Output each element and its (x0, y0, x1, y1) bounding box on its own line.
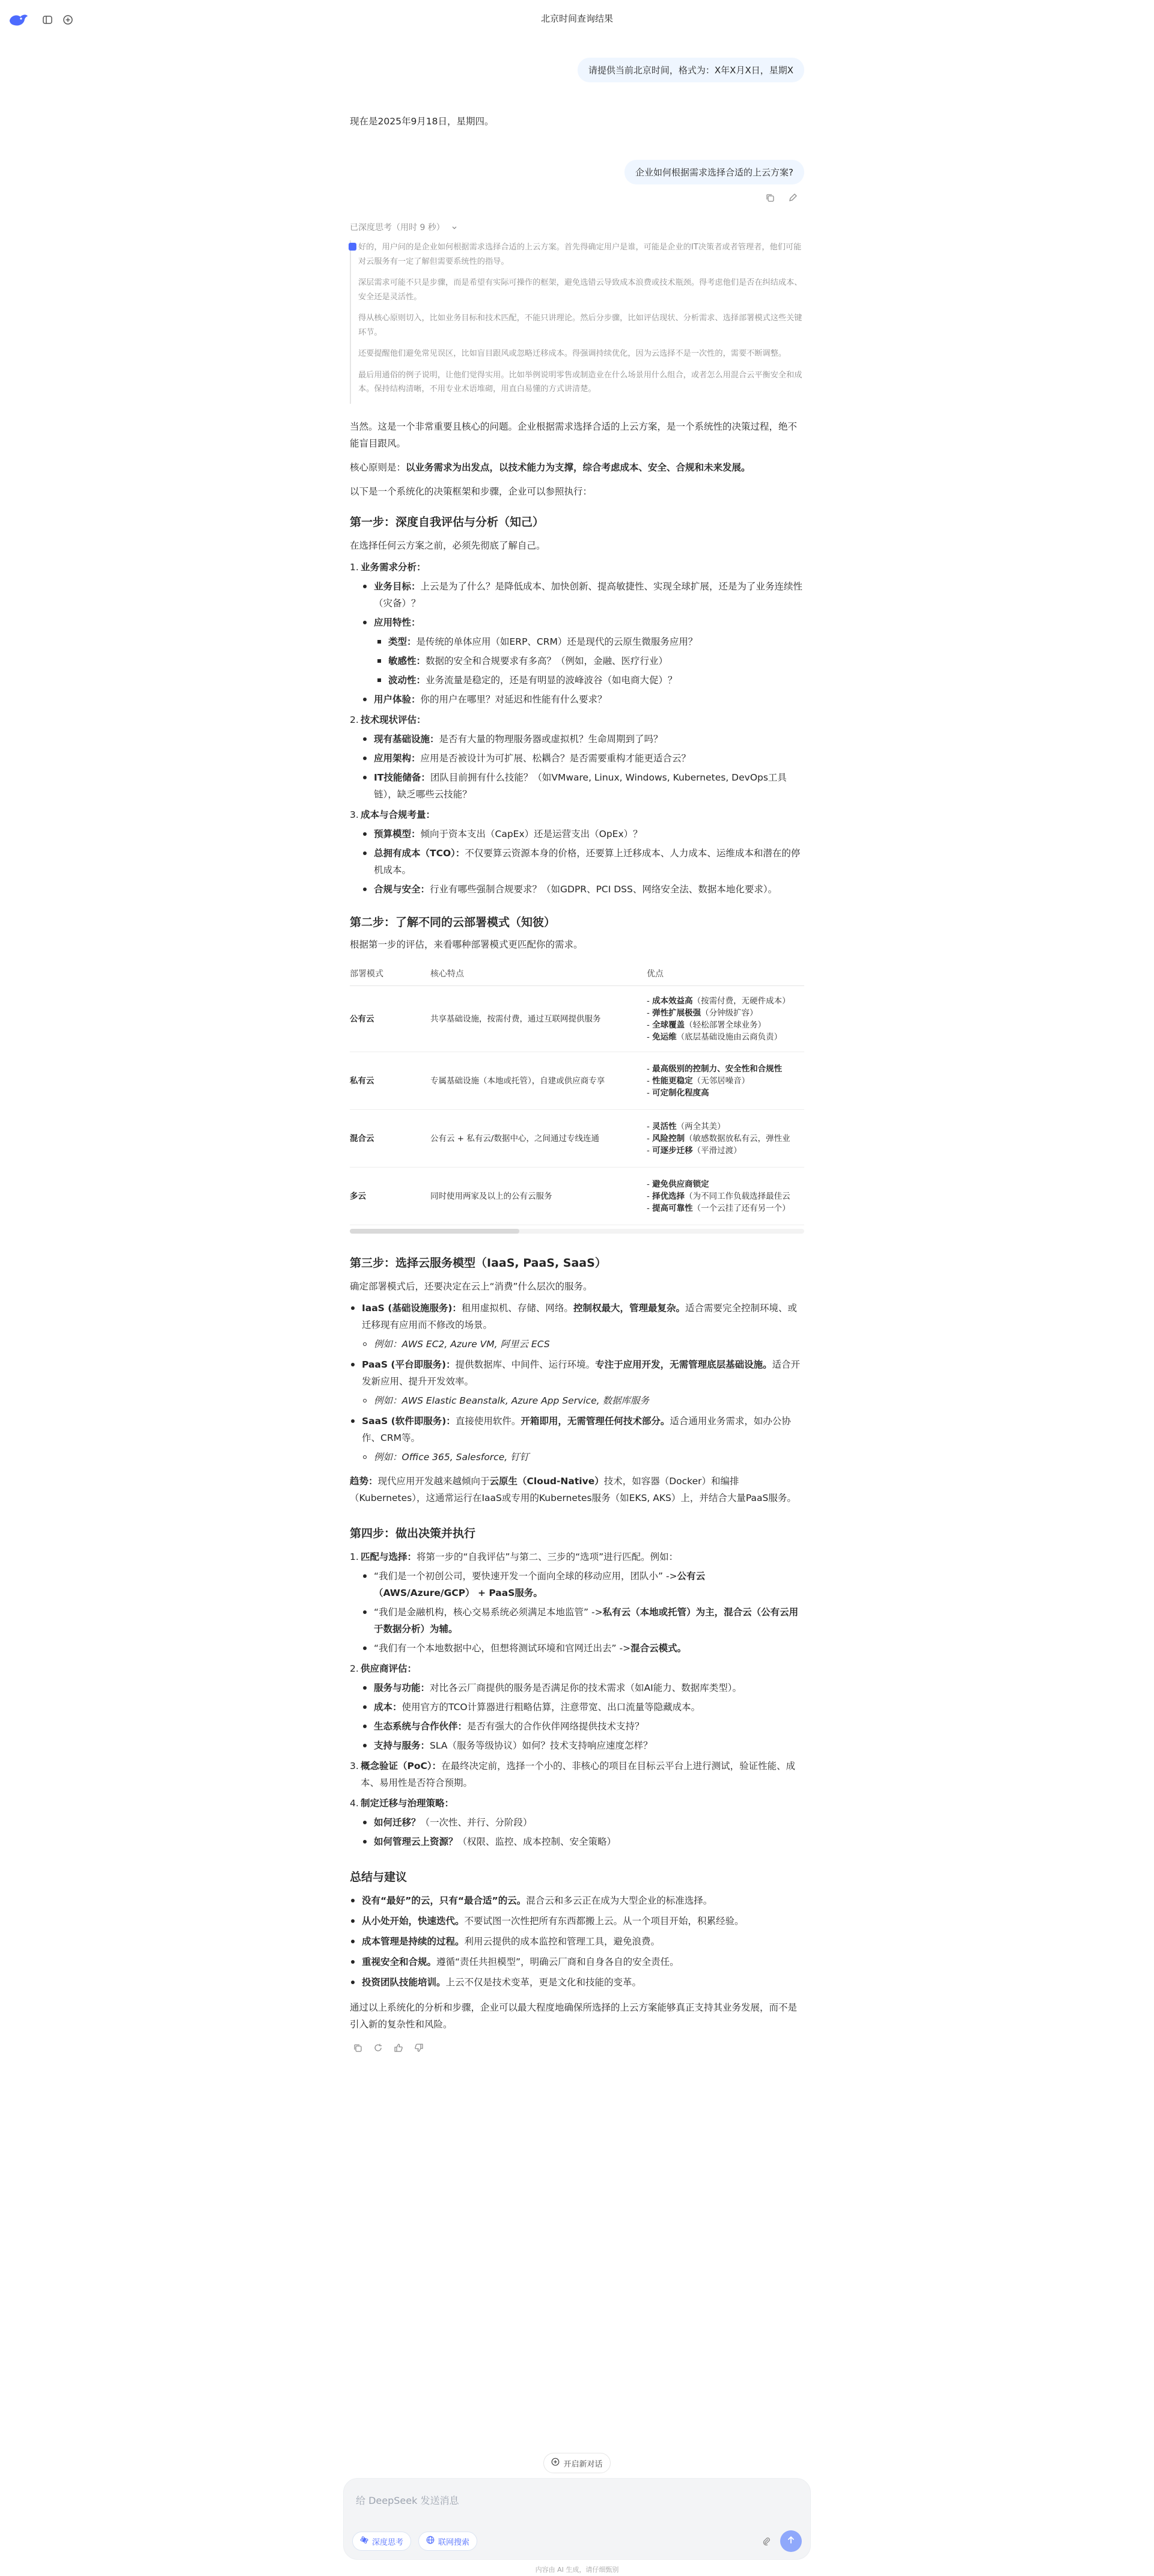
list-item: 重视安全和合规。遵循“责任共担模型”，明确云厂商和自身各自的安全责任。 (350, 1953, 804, 1970)
step2-title: 第二步：了解不同的云部署模式（知彼） (350, 916, 556, 929)
message-actions (350, 2040, 804, 2056)
new-chat-label: 开启新对话 (563, 2459, 603, 2469)
disclaimer: 内容由 AI 生成，请仔细甄别 (535, 2566, 619, 2574)
list-item: 现有基础设施：是否有大量的物理服务器或虚拟机？生命周期到了吗？ (350, 731, 804, 748)
list-item: IT技能储备：团队目前拥有什么技能？（如VMware, Linux, Windows, Kubernetes, DevOps工具链），缺乏哪些云技能？ (350, 769, 804, 803)
list-item: 应用架构：应用是否被设计为可扩展、松耦合？是否需要重构才能更适合云？ (350, 750, 804, 767)
list-item: “我们有一个本地数据中心，但想将测试环境和官网迁出去” ->混合云模式。 (350, 1640, 804, 1657)
list-item: 生态系统与合作伙伴：是否有强大的合作伙伴网络提供技术支持？ (350, 1718, 804, 1735)
step1-title: 第一步：深度自我评估与分析（知己） (350, 516, 545, 529)
list-item: 1. 匹配与选择：将第一步的“自我评估”与第二、三步的“选项”进行匹配。例如： (350, 1551, 679, 1562)
column-header: 优点 (647, 961, 804, 986)
summary-title: 总结与建议 (350, 1871, 408, 1884)
list-item: 预算模型：倾向于资本支出（CapEx）还是运营支出（OpEx）？ (350, 826, 804, 842)
chevron-down-icon (451, 222, 457, 233)
arrow-up-icon (786, 2535, 796, 2547)
answer-intro: 当然。这是一个非常重要且核心的问题。企业根据需求选择合适的上云方案，是一个系统性的决策过程，绝不能盲目跟风。 (350, 421, 798, 449)
table-scrollbar[interactable] (350, 1229, 804, 1234)
list-item: 合规与安全：行业有哪些强制合规要求？（如GDPR、PCI DSS、网络安全法、数据本地化要求）。 (350, 881, 804, 898)
table-header-row (350, 961, 804, 986)
send-button[interactable] (780, 2530, 802, 2552)
scrollbar-thumb[interactable] (350, 1229, 519, 1234)
copy-icon[interactable] (350, 2040, 365, 2056)
core-label: 核心原则是： (350, 462, 406, 473)
core-principle (350, 459, 804, 476)
edit-icon[interactable] (785, 190, 801, 206)
answer-body (350, 418, 804, 2056)
list-item: 3. 概念验证（PoC）：在最终决定前，选择一个小的、非核心的项目在目标云平台上进行测试，验证性能、成本、易用性是否符合预期。 (350, 1761, 796, 1788)
thinking-paragraph: 得从核心原则切入，比如业务目标和技术匹配，不能只讲理论。然后分步骤，比如评估现状、分析需求、选择部署模式这些关键环节。 (358, 314, 802, 337)
thinking-header: 已深度思考（用时 9 秒） (350, 223, 445, 233)
list-item: 4. 制定迁移与治理策略： (350, 1798, 454, 1809)
message-input[interactable]: 给 DeepSeek 发送消息 (356, 2495, 459, 2506)
list-item: 总拥有成本（TCO）：不仅要算云资源本身的价格，还要算上迁移成本、人力成本、运维成本和潜在的停机成本。 (350, 845, 804, 878)
user-message: 企业如何根据需求选择合适的上云方案? (624, 160, 804, 184)
user-message: 请提供当前北京时间，格式为：X年X月X日，星期X (578, 58, 804, 82)
list-item: 例如：Office 365, Salesforce, 钉钉 (350, 1449, 804, 1466)
list-item: 如何迁移？（一次性、并行、分阶段） (350, 1814, 804, 1831)
thinking-content (350, 240, 804, 404)
thinking-toggle[interactable] (350, 221, 804, 233)
list-item: 3. 成本与合规考量： (350, 809, 436, 820)
thinking-badge-icon (349, 243, 356, 251)
table-row: 公有云 共享基础设施，按需付费，通过互联网提供服务 - 成本效益高（按需付费，无硬件成本） - 弹性扩展极强（分钟级扩容） - 全球覆盖（轻松部署全球业务） - 免运维（底层基础设施由云商负责） (350, 986, 804, 1052)
deep-think-label: 深度思考 (372, 2538, 404, 2547)
table-row: 多云 同时使用两家及以上的公有云服务 - 避免供应商锁定 - 择优选择（为不同工作负载选择最佳云 - 提高可靠性（一个云挂了还有另一个） (350, 1168, 804, 1225)
web-search-toggle[interactable] (418, 2532, 477, 2551)
list-item: 业务目标：上云是为了什么？是降低成本、加快创新、提高敏捷性、实现全球扩展，还是为了业务连续性（灾备）？ (350, 578, 804, 612)
thumbs-up-icon[interactable] (391, 2040, 406, 2056)
step1-lead: 在选择任何云方案之前，必须先彻底了解自己。 (350, 540, 546, 551)
list-item: IaaS (基础设施服务)：租用虚拟机、存储、网络。控制权最大，管理最复杂。适合需要完全控制环境、或迁移现有应用而不修改的场景。 (350, 1300, 804, 1333)
deployment-table (350, 961, 804, 1225)
step3-lead: 确定部署模式后，还要决定在云上“消费”什么层次的服务。 (350, 1281, 593, 1292)
list-item: 支持与服务：SLA（服务等级协议）如何？技术支持响应速度怎样？ (350, 1737, 804, 1754)
list-item: 2. 供应商评估： (350, 1663, 417, 1674)
list-item: 成本管理是持续的过程。利用云提供的成本监控和管理工具，避免浪费。 (350, 1933, 804, 1950)
column-header: 部署模式 (350, 961, 430, 986)
thinking-paragraph: 最后用通俗的例子说明，让他们觉得实用。比如举例说明零售或制造业在什么场景用什么组合，或者怎么用混合云平衡安全和成本。保持结构清晰，不用专业术语堆砌，用直白易懂的方式讲清楚。 (358, 370, 802, 394)
core-text: 以业务需求为出发点，以技术能力为支撑，综合考虑成本、安全、合规和未来发展。 (406, 462, 751, 473)
list-item: 服务与功能：对比各云厂商提供的服务是否满足你的技术需求（如AI能力、数据库类型）。 (350, 1679, 804, 1696)
step3-title: 第三步：选择云服务模型（IaaS, PaaS, SaaS） (350, 1256, 606, 1270)
deep-think-icon (360, 2536, 368, 2547)
group-title: 业务需求分析： (361, 562, 426, 573)
list-item: 例如：AWS EC2, Azure VM, 阿里云 ECS (350, 1336, 804, 1353)
conversation-title: 北京时间查询结果 (540, 13, 613, 24)
list-item: “我们是一个初创公司，要快速开发一个面向全球的移动应用，团队小” ->公有云（AWS/Azure/GCP） + PaaS服务。 (350, 1568, 804, 1601)
trend-paragraph: 趋势：现代应用开发越来越倾向于云原生（Cloud-Native）技术，如容器（Docker）和编排（Kubernetes），这通常运行在IaaS或专用的Kubernetes服务（如EKS, AKS）上，并结合大量PaaS服务。 (350, 1476, 796, 1503)
list-item: 应用特性： (350, 614, 804, 631)
thinking-paragraph: 好的，用户问的是企业如何根据需求选择合适的上云方案。首先得确定用户是谁，可能是企业的IT决策者或者管理者，他们可能对云服务有一定了解但需要系统性的指导。 (358, 243, 802, 266)
thinking-paragraph: 还要提醒他们避免常见误区，比如盲目跟风或忽略迁移成本。得强调持续优化，因为云选择不是一次性的，需要不断调整。 (358, 349, 787, 358)
step4-title: 第四步：做出决策并执行 (350, 1527, 476, 1540)
list-item: 2. 技术现状评估： (350, 714, 426, 725)
assistant-reply: 现在是2025年9月18日，星期四。 (350, 116, 494, 127)
web-search-label: 联网搜索 (438, 2538, 470, 2547)
list-item: 没有“最好”的云，只有“最合适”的云。混合云和多云正在成为大型企业的标准选择。 (350, 1892, 804, 1909)
new-chat-icon (551, 2458, 560, 2468)
message-composer (343, 2478, 811, 2560)
table-row: 私有云 专属基础设施（本地或托管），自建或供应商专享 - 最高级别的控制力、安全性和合规性 - 性能更稳定（无邻居噪音） - 可定制化程度高 (350, 1052, 804, 1110)
framework-lead: 以下是一个系统化的决策框架和步骤，企业可以参照执行： (350, 486, 593, 497)
step2-lead: 根据第一步的评估，来看哪种部署模式更匹配你的需求。 (350, 939, 583, 950)
list-item: “我们是金融机构，核心交易系统必须满足本地监管” ->私有云（本地或托管）为主，混合云（公有云用于数据分析）为辅。 (350, 1604, 804, 1637)
thumbs-down-icon[interactable] (411, 2040, 427, 2056)
globe-icon (426, 2536, 435, 2547)
list-item: 成本：使用官方的TCO计算器进行粗略估算，注意带宽、出口流量等隐藏成本。 (350, 1699, 804, 1716)
list-item: 类型：是传统的单体应用（如ERP、CRM）还是现代的云原生微服务应用？ (350, 633, 804, 650)
column-header: 核心特点 (430, 961, 647, 986)
new-chat-button[interactable] (543, 2453, 611, 2473)
list-item: 如何管理云上资源？（权限、监控、成本控制、安全策略） (350, 1833, 804, 1850)
list-item: 用户体验：你的用户在哪里？对延迟和性能有什么要求？ (350, 691, 804, 708)
list-item: 敏感性：数据的安全和合规要求有多高？（例如，金融、医疗行业） (350, 653, 804, 669)
deep-think-toggle[interactable] (352, 2532, 411, 2551)
regenerate-icon[interactable] (370, 2040, 386, 2056)
table-row: 混合云 公有云 + 私有云/数据中心，之间通过专线连通 - 灵活性（两全其美） - 风险控制（敏感数据放私有云，弹性业 - 可逐步迁移（平滑过渡） (350, 1110, 804, 1168)
table-scroll-container[interactable] (350, 961, 804, 1225)
list-item: SaaS (软件即服务)：直接使用软件。开箱即用，无需管理任何技术部分。适合通用业务需求，如办公协作、CRM等。 (350, 1413, 804, 1446)
list-item: 从小处开始，快速迭代。不要试图一次性把所有东西都搬上云。从一个项目开始，积累经验。 (350, 1913, 804, 1929)
list-item: PaaS (平台即服务)：提供数据库、中间件、运行环境。专注于应用开发，无需管理底层基础设施。适合开发新应用、提升开发效率。 (350, 1356, 804, 1390)
list-item: 1. 业务需求分析： (350, 562, 426, 573)
list-item: 波动性：业务流量是稳定的，还是有明显的波峰波谷（如电商大促）？ (350, 672, 804, 689)
closing-paragraph: 通过以上系统化的分析和步骤，企业可以最大程度地确保所选择的上云方案能够真正支持其业务发展，而不是引入新的复杂性和风险。 (350, 2002, 798, 2030)
list-item: 例如：AWS Elastic Beanstalk, Azure App Service, 数据库服务 (350, 1392, 804, 1409)
list-item: 投资团队技能培训。上云不仅是技术变革，更是文化和技能的变革。 (350, 1974, 804, 1991)
attachment-icon[interactable] (759, 2533, 774, 2549)
thinking-paragraph: 深层需求可能不只是步骤，而是希望有实际可操作的框架，避免选错云导致成本浪费或技术瓶颈。得考虑他们是否在纠结成本、安全还是灵活性。 (358, 278, 802, 302)
copy-icon[interactable] (762, 190, 778, 206)
